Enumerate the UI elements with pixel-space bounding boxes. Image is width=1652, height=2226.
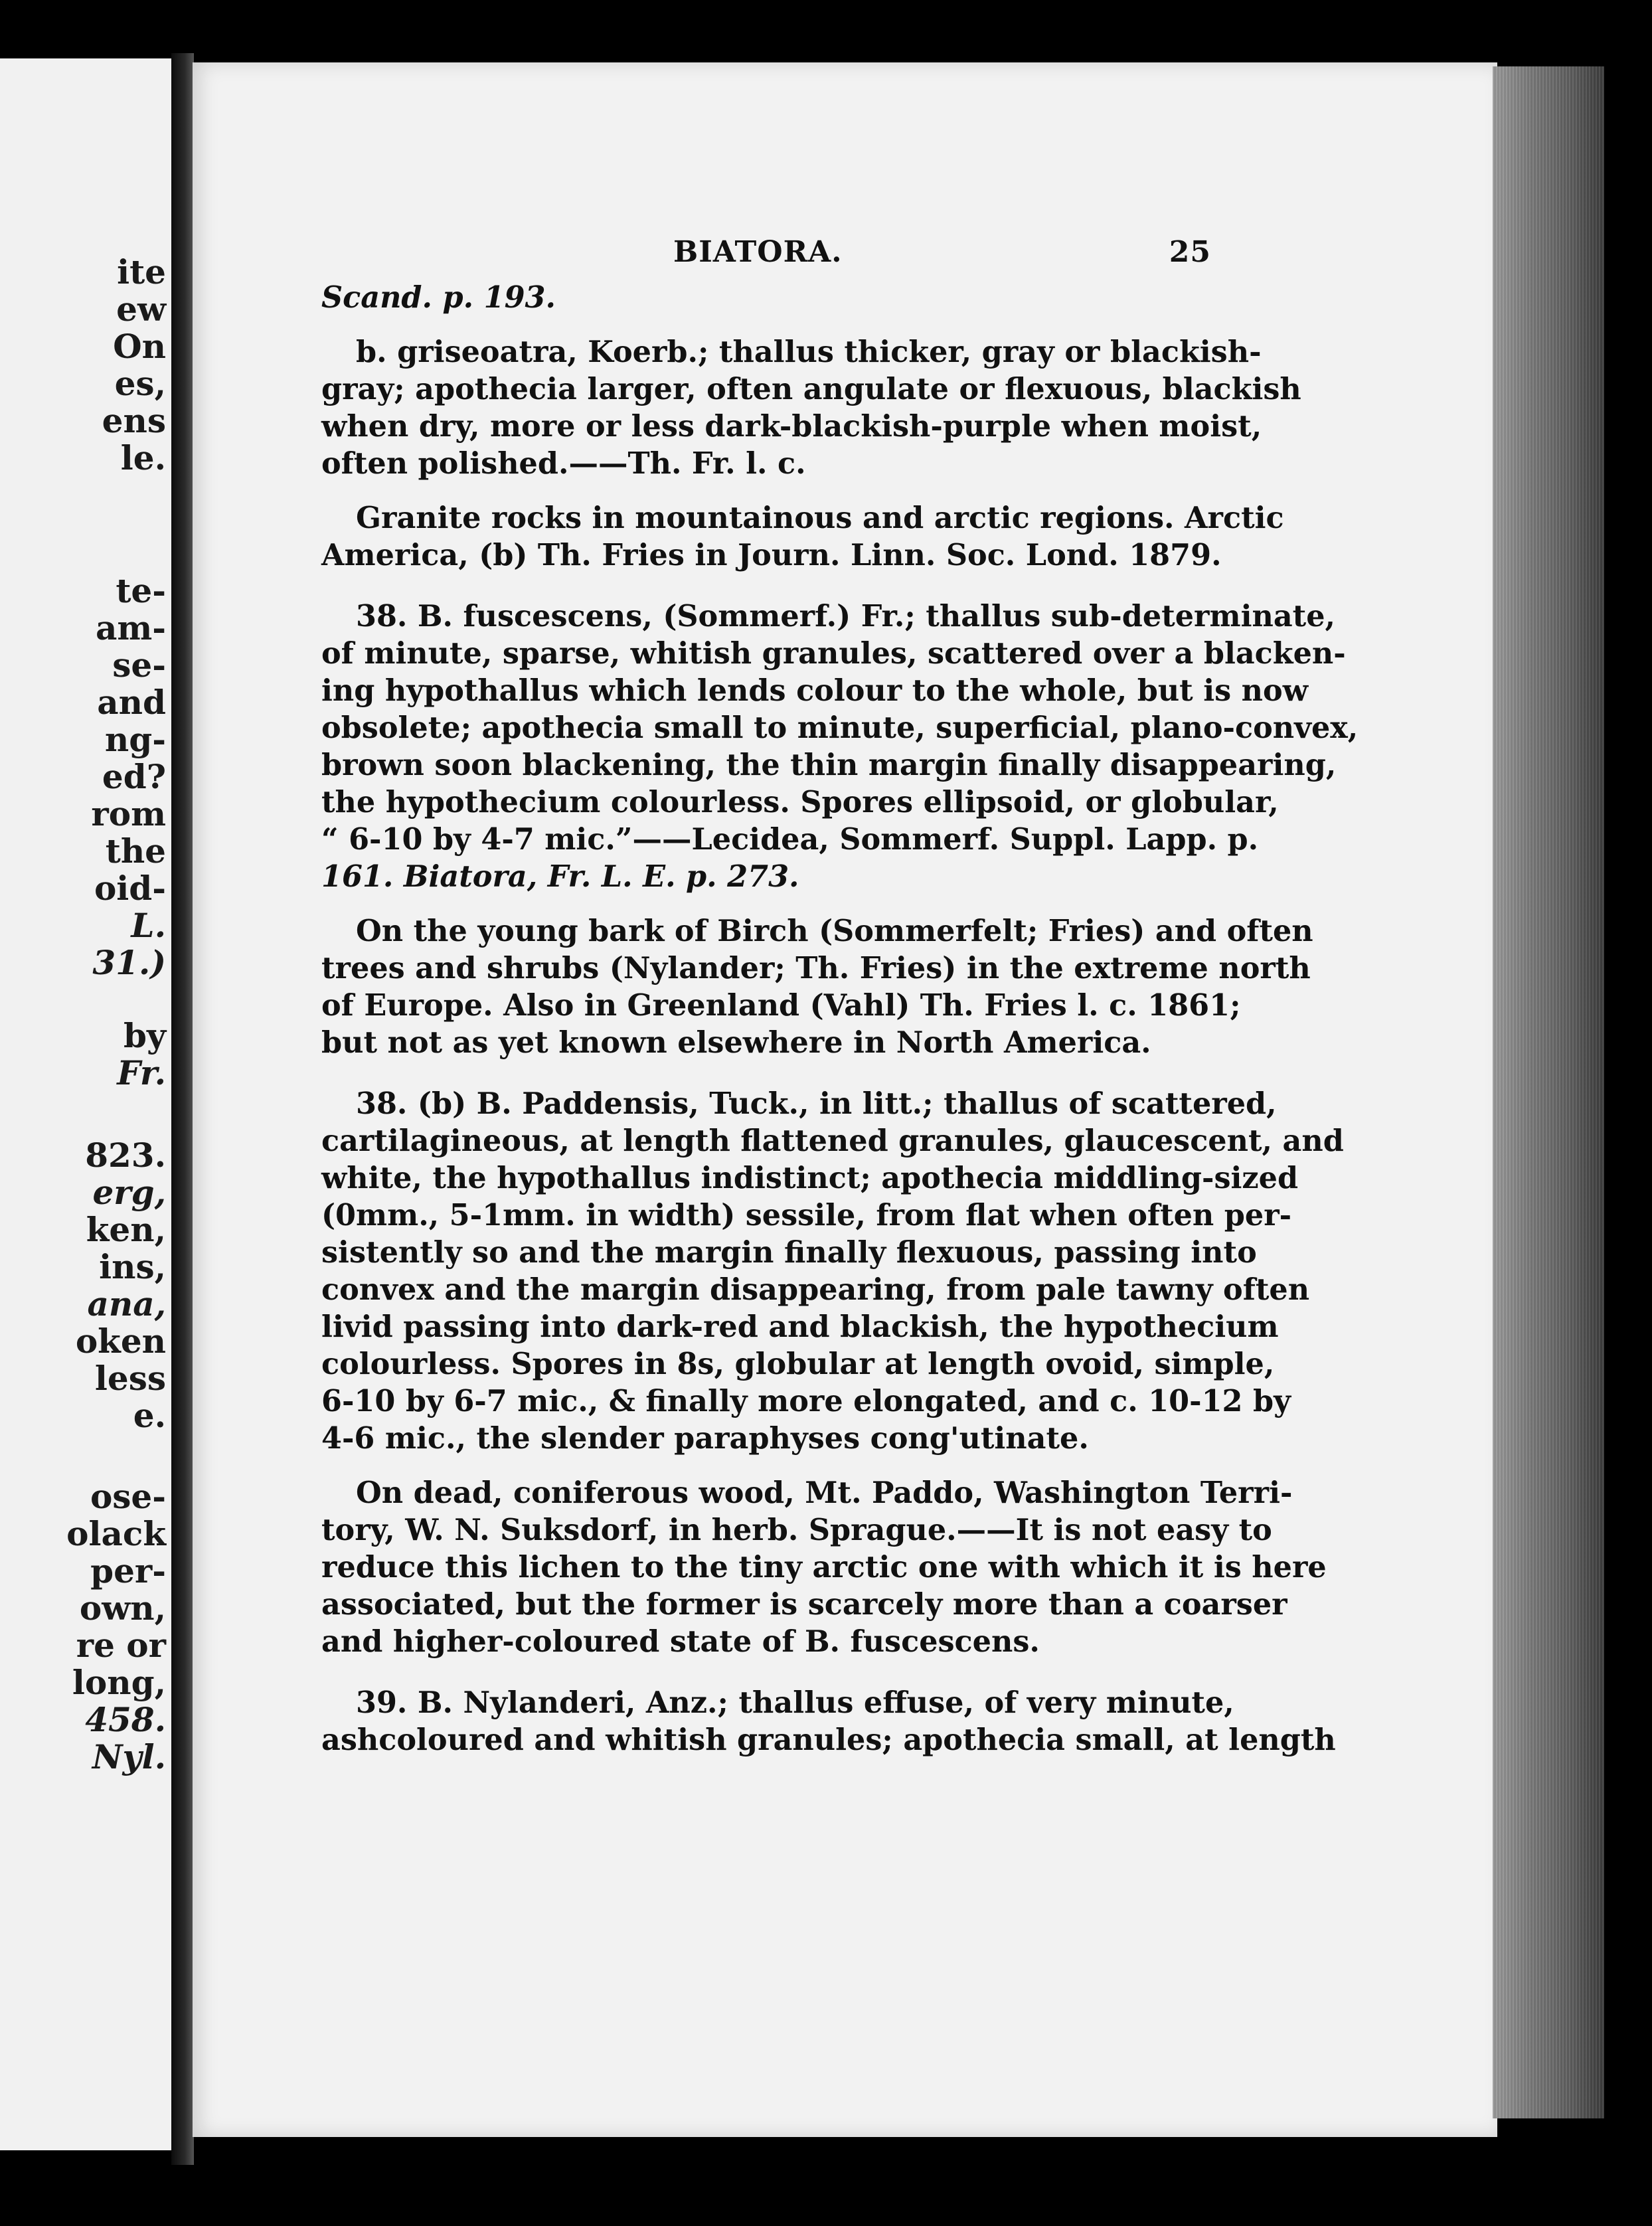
text-line: trees and shrubs (Nylander; Th. Fries) in the extreme north — [321, 951, 1311, 985]
running-title: BIATORA. — [673, 235, 843, 269]
previous-page-line-fragment: the — [105, 831, 166, 871]
paragraph-species-38 — [321, 598, 1359, 895]
running-header — [321, 226, 1211, 279]
previous-page-line-fragment: es, — [114, 364, 166, 403]
previous-page-line-fragment: ite — [117, 252, 166, 292]
previous-page-line-fragment: ken, — [86, 1210, 166, 1249]
previous-page-line-fragment: On — [113, 327, 166, 366]
previous-page-line-fragment: olack — [66, 1514, 166, 1553]
previous-page-line-fragment: e. — [133, 1396, 166, 1435]
text-line: Granite rocks in mountainous and arctic regions. Arctic — [356, 501, 1284, 535]
text-line: b. griseoatra, Koerb.; thallus thicker, gray or blackish- — [356, 335, 1262, 369]
previous-page-line-fragment: am- — [95, 608, 166, 647]
text-line: Scand. p. 193. — [321, 280, 556, 315]
text-line: of minute, sparse, whitish granules, scattered over a blacken- — [321, 636, 1346, 671]
previous-page-line-fragment: ose- — [90, 1477, 166, 1516]
previous-page-line-fragment: rom — [91, 794, 166, 833]
previous-page-line-fragment: L. — [131, 906, 166, 945]
previous-page-line-fragment: Nyl. — [92, 1737, 166, 1776]
previous-page-line-fragment: ng- — [104, 720, 166, 759]
previous-page-line-fragment: per- — [90, 1551, 166, 1590]
text-line: reduce this lichen to the tiny arctic one with which it is here — [321, 1550, 1327, 1584]
paragraph-habitat-3 — [321, 1474, 1327, 1660]
previous-page-fragment — [0, 58, 171, 2150]
text-line: America, (b) Th. Fries in Journ. Linn. Soc. Lond. 1879. — [321, 538, 1222, 572]
text-line: white, the hypothallus indistinct; apothecia middling-sized — [321, 1161, 1299, 1195]
previous-page-line-fragment: le. — [120, 438, 166, 477]
previous-page-line-fragment: by — [123, 1016, 166, 1055]
text-line: the hypothecium colourless. Spores ellipsoid, or globular, — [321, 785, 1279, 819]
text-line: colourless. Spores in 8s, globular at length ovoid, simple, — [321, 1347, 1275, 1381]
previous-page-line-fragment: se- — [112, 645, 166, 685]
previous-page-line-fragment: 458. — [85, 1700, 166, 1739]
text-line: cartilagineous, at length flattened granules, glaucescent, and — [321, 1124, 1344, 1158]
paragraph-citation-continued — [321, 279, 1211, 316]
page-block-edge — [1493, 66, 1604, 2118]
previous-page-line-fragment: less — [94, 1359, 166, 1398]
text-line: ashcoloured and whitish granules; apothecia small, at length — [321, 1723, 1336, 1757]
text-line: but not as yet known elsewhere in North America. — [321, 1025, 1151, 1060]
previous-page-line-fragment: ens — [102, 401, 166, 440]
text-line: 6-10 by 6-7 mic., & finally more elongated, and c. 10-12 by — [321, 1384, 1291, 1418]
previous-page-line-fragment: ew — [116, 290, 166, 329]
previous-page-line-fragment: ed? — [102, 757, 166, 796]
text-line: gray; apothecia larger, often angulate or flexuous, blackish — [321, 372, 1301, 406]
previous-page-line-fragment: and — [97, 683, 166, 722]
text-line: 38. B. fuscescens, (Sommerf.) Fr.; thallus sub-determinate, — [356, 599, 1336, 634]
paragraph-variety-b — [321, 333, 1301, 482]
previous-page-line-fragment: ins, — [99, 1247, 166, 1286]
paragraph-habitat-1 — [321, 499, 1284, 574]
previous-page-line-fragment: ana, — [87, 1284, 166, 1324]
text-line: associated, but the former is scarcely more than a coarser — [321, 1587, 1287, 1622]
text-line: 38. (b) B. Paddensis, Tuck., in litt.; thallus of scattered, — [356, 1086, 1277, 1121]
text-line: of Europe. Also in Greenland (Vahl) Th. Fries l. c. 1861; — [321, 988, 1241, 1023]
previous-page-line-fragment: oid- — [94, 869, 166, 908]
book-gutter — [171, 53, 194, 2165]
text-line: ing hypothallus which lends colour to the whole, but is now — [321, 673, 1309, 708]
previous-page-line-fragment: re or — [76, 1626, 166, 1665]
previous-page-line-fragment: Fr. — [117, 1053, 166, 1092]
text-line: obsolete; apothecia small to minute, superficial, plano-convex, — [321, 711, 1359, 745]
text-line: On dead, coniferous wood, Mt. Paddo, Washington Terri- — [356, 1476, 1293, 1510]
text-line: 161. Biatora, Fr. L. E. p. 273. — [321, 859, 799, 894]
text-line: often polished.——Th. Fr. l. c. — [321, 446, 806, 481]
text-line: when dry, more or less dark-blackish-purple when moist, — [321, 409, 1262, 444]
page-content — [321, 226, 1359, 1758]
previous-page-line-fragment: te- — [116, 571, 166, 610]
text-line: convex and the margin disappearing, from pale tawny often — [321, 1272, 1310, 1307]
text-line: 4-6 mic., the slender paraphyses cong'utinate. — [321, 1421, 1089, 1456]
text-line: and higher-coloured state of B. fuscescens. — [321, 1624, 1040, 1659]
text-line: tory, W. N. Suksdorf, in herb. Sprague.——It is not easy to — [321, 1513, 1272, 1547]
text-line: “ 6-10 by 4-7 mic.”——Lecidea, Sommerf. Suppl. Lapp. p. — [321, 822, 1259, 857]
paragraph-species-38b — [321, 1085, 1344, 1457]
text-line: brown soon blackening, the thin margin finally disappearing, — [321, 748, 1337, 782]
previous-page-line-fragment: own, — [79, 1588, 166, 1628]
paragraph-species-39 — [321, 1684, 1336, 1758]
text-line: (0mm., 5-1mm. in width) sessile, from flat when often per- — [321, 1198, 1292, 1233]
text-line: On the young bark of Birch (Sommerfelt; Fries) and often — [356, 914, 1313, 948]
previous-page-line-fragment: long, — [72, 1663, 166, 1702]
paragraph-habitat-2 — [321, 912, 1313, 1061]
previous-page-line-fragment: 31.) — [92, 943, 166, 982]
previous-page-line-fragment: 823. — [85, 1136, 166, 1175]
text-line: livid passing into dark-red and blackish, the hypothecium — [321, 1310, 1279, 1344]
text-line: sistently so and the margin finally flexuous, passing into — [321, 1235, 1257, 1270]
page-number: 25 — [1169, 235, 1211, 269]
text-line: 39. B. Nylanderi, Anz.; thallus effuse, of very minute, — [356, 1685, 1234, 1720]
previous-page-line-fragment: erg, — [92, 1173, 166, 1212]
previous-page-line-fragment: oken — [75, 1322, 166, 1361]
